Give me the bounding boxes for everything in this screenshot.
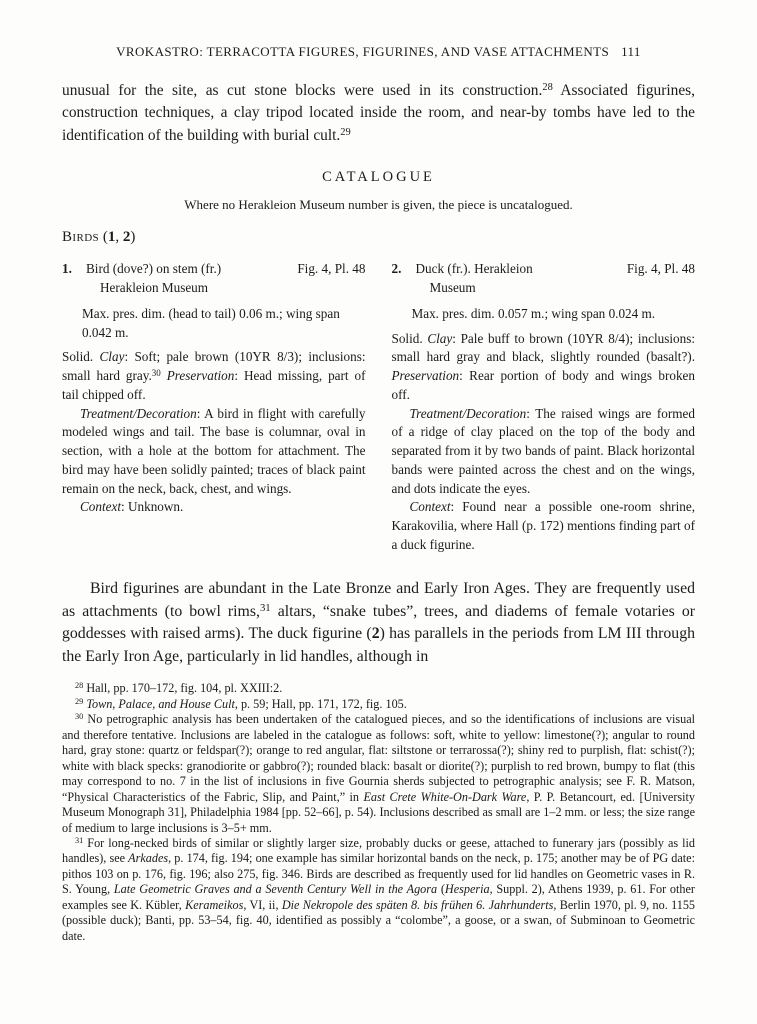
entry-1-context: Context: Unknown. [80, 499, 184, 515]
entry-2-dimensions: Max. pres. dim. 0.057 m.; wing span 0.024 m. [411, 305, 656, 321]
catalogue-entries [62, 260, 695, 554]
running-head-title: VROKASTRO: TERRACOTTA FIGURES, FIGURINES, AND VASE ATTACHMENTS [116, 44, 610, 59]
entry-1-museum-line: Herakleion Museum [100, 280, 209, 296]
entry-1-treatment: Treatment/Decoration: A bird in flight with carefully modeled wings and tail. The base is columnar, oval in section, with a hole at the bottom for attachment. The bird may have been solidly painted; traces of black paint remain on the neck, back, chest, and wings. [62, 405, 366, 496]
catalogue-note: Where no Herakleion Museum number is given, the piece is uncatalogued. [184, 197, 573, 213]
footnote-30: $^{30}$ No petrographic analysis has been undertaken of the catalogued pieces, and so the identifications of inclusions are visual and therefore tentative. Inclusions are labeled in the catalogue as follows: soft, white to yellow: limestone(?); angular to round hard, gray stone: quartz or feldspar(?); orange to red angular, flat: siltstone or terrarossa(?); shiny red to purplish, flat: schist(?); white with black specks: granodiorite or gabbro(?); rounded black: basalt or diorite(?); purplish to red brown, bumpy to flat (this may correspond to no. 7 in the list of inclusions in five Gournia sherds subjected to petrographic analysis; see F. R. Matson, “Physical Characteristics of the Fabric, Slip, and Paint,” in East Crete White-On-Dark Ware, P. P. Betancourt, ed. [University Museum Monograph 31], Philadelphia 1984 [pp. 52–66], p. 54). Inclusions described as small are 1–2 mm. or less; the size range of medium to large inclusions is 3–5+ mm. [62, 712, 695, 835]
catalogue-entry-1 [62, 260, 366, 554]
footnote-28: $^{28}$ Hall, pp. 170–172, fig. 104, pl. XXIII:2. [75, 681, 283, 696]
intro-paragraph: unusual for the site, as cut stone blocks were used in its construction.$^{28}$ Associated figurines, construction techniques, a clay tripod located inside the room, and near-by tombs have led to the identification of the building with burial cult.$^{29}$ [62, 82, 695, 144]
discussion-paragraph: Bird figurines are abundant in the Late Bronze and Early Iron Ages. They are frequently used as attachments (to bowl rims,$^{31}$ altars, “snake tubes”, trees, and diadems of female votaries or goddesses with raised arms). The duck figurine (2) has parallels in the periods from LM III through the Early Iron Age, particularly in lid handles, although in [62, 580, 696, 665]
entry-1-fabric: Solid. Clay: Soft; pale brown (10YR 8/3); inclusions: small hard gray.$^{30}$ Preservation: Head missing, part of tail chipped off. [62, 349, 366, 402]
footnote-31: $^{31}$ For long-necked birds of similar or slightly larger size, probably ducks or geese, attached to funerary jars (possibly as lid handles), see Arkades, p. 174, fig. 194; one example has similar horizontal bands on the neck, p. 175; another may be of PG date: pithos 103 on p. 176, fig. 196; also 275, fig. 346. Birds are described as frequently used for lid handles on Geometric vases in R. S. Young, Late Geometric Graves and a Seventh Century Well in the Agora (Hesperia, Suppl. 2), Athens 1939, p. 61. For other examples see K. Kübler, Kerameikos, VI, ii, Die Nekropole des späten 8. bis frühen 6. Jahrhunderts, Berlin 1970, pl. 9, no. 1155 (possible duck); Banti, pp. 53–54, fig. 40, identified as possibly a “colombe”, a goose, or a swan, of Subminoan to Geometric date. [62, 836, 696, 943]
entry-2-treatment: Treatment/Decoration: The raised wings are formed of a ridge of clay placed on the top of the body and separated from it by two bands of paint. Black horizontal bands were painted across the chest and on the wings, and dots indicate the eyes. [391, 405, 695, 496]
entry-1-dimensions: Max. pres. dim. (head to tail) 0.06 m.; wing span 0.042 m. [82, 305, 340, 340]
page-number: 111 [621, 44, 641, 59]
entry-2-figure-ref: Fig. 4, Pl. 48 [626, 261, 695, 277]
section-heading-birds: Birds (1, 2) [62, 229, 136, 246]
entry-2-title: Duck (fr.). Herakleion [415, 261, 533, 277]
entry-2-fabric: Solid. Clay: Pale buff to brown (10YR 8/4); inclusions: small hard gray and black, slightly rounded (basalt?). Preservation: Rear portion of body and wings broken off. [391, 330, 695, 402]
footnotes-section [62, 681, 695, 944]
running-head [62, 44, 695, 60]
entry-2-museum-line: Museum [429, 280, 476, 296]
entry-2-context: Context: Found near a possible one-room shrine, Karakovilia, where Hall (p. 172) mentions finding part of a duck figurine. [391, 499, 695, 552]
entry-1-title: Bird (dove?) on stem (fr.) [86, 261, 222, 277]
catalogue-entry-2 [392, 260, 696, 554]
entry-1-header [62, 260, 366, 279]
entry-1-number: 1. [62, 261, 72, 277]
footnote-29: $^{29}$ Town, Palace, and House Cult, p. 59; Hall, pp. 171, 172, fig. 105. [75, 696, 407, 711]
entry-2-header [392, 260, 696, 279]
entry-2-number: 2. [391, 261, 402, 277]
catalogue-heading: CATALOGUE [322, 169, 435, 186]
entry-1-figure-ref: Fig. 4, Pl. 48 [297, 261, 366, 277]
